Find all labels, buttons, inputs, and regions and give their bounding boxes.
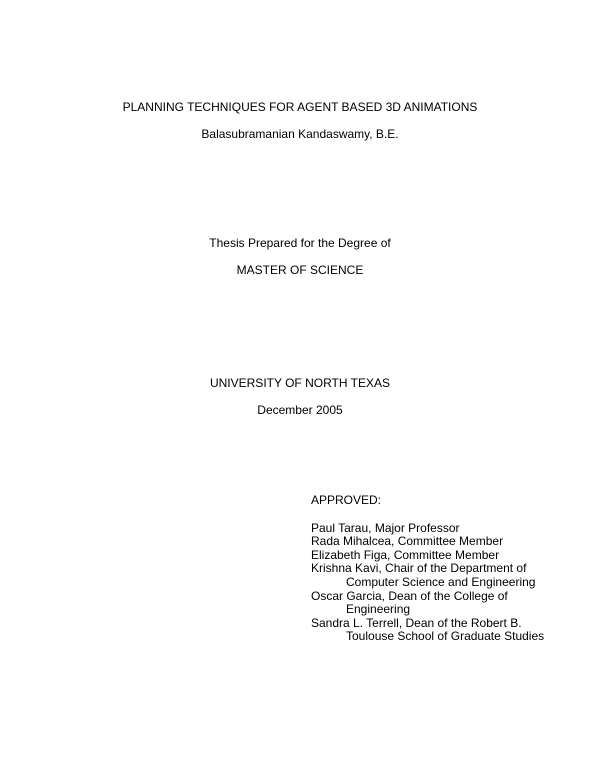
university-name: UNIVERSITY OF NORTH TEXAS xyxy=(209,376,391,390)
approver-line: Krishna Kavi, Chair of the Department of xyxy=(311,561,527,576)
approver-entry xyxy=(311,535,544,549)
submission-date: December 2005 xyxy=(257,403,343,417)
approver-entry xyxy=(311,562,544,589)
approver-line: Oscar Garcia, Dean of the College of xyxy=(311,588,508,603)
approver-line: Sandra L. Terrell, Dean of the Robert B. xyxy=(311,615,522,630)
approver-entry xyxy=(311,617,544,644)
approver-continuation: Computer Science and Engineering xyxy=(346,574,536,589)
approved-label: APPROVED: xyxy=(311,493,382,507)
approver-line: Paul Tarau, Major Professor xyxy=(311,520,460,535)
degree-name: MASTER OF SCIENCE xyxy=(236,263,364,277)
approver-continuation: Toulouse School of Graduate Studies xyxy=(346,629,545,644)
approver-entry xyxy=(311,522,544,536)
approval-block xyxy=(311,494,544,644)
approver-line: Rada Mihalcea, Committee Member xyxy=(311,534,504,549)
approver-line: Elizabeth Figa, Committee Member xyxy=(311,547,500,562)
approver-continuation: Engineering xyxy=(346,602,411,617)
approver-entry xyxy=(311,549,544,563)
thesis-statement: Thesis Prepared for the Degree of xyxy=(209,236,391,250)
thesis-title: PLANNING TECHNIQUES FOR AGENT BASED 3D ANIMATIONS xyxy=(122,100,478,114)
approver-entry xyxy=(311,590,544,617)
author-name: Balasubramanian Kandaswamy, B.E. xyxy=(201,127,399,141)
